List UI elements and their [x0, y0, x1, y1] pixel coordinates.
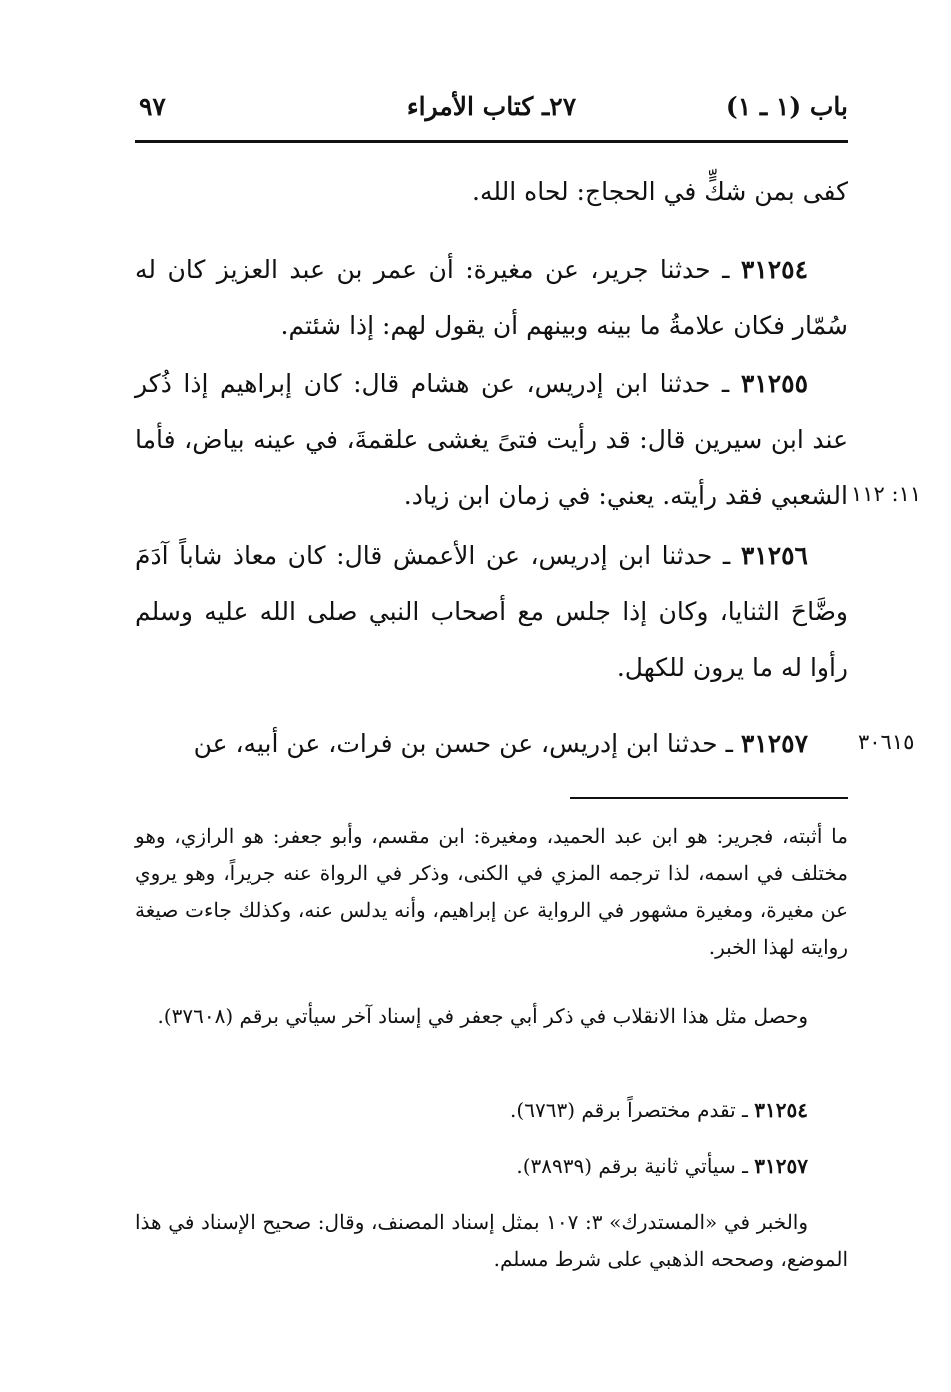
hadith-31256	[135, 528, 848, 696]
hadith-number: ٣١٢٥٥	[740, 369, 808, 398]
hadith-text: ـ حدثنا ابن إدريس، عن الأعمش قال: كان معاذ شاباً آدَمَ وضَّاحَ الثنايا، وكان إذا جلس مع أصحاب النبي صلى الله عليه وسلم رأوا له ما يرون للكهل.	[135, 541, 848, 682]
footnote-text: ـ تقدم مختصراً برقم (٦٧٦٣).	[510, 1098, 748, 1122]
footnote-rule	[570, 797, 848, 799]
hadith-text: ـ حدثنا جرير، عن مغيرة: أن عمر بن عبد العزيز كان له سُمّار فكان علامةُ ما بينه وبينهم أن يقول لهم: إذا شئتم.	[135, 255, 848, 340]
chapter-label: باب (١ ـ ١)	[725, 92, 848, 121]
hadith-text: ـ حدثنا ابن إدريس، عن هشام قال: كان إبراهيم إذا ذُكر عند ابن سيرين قال: قد رأيت فتىً يغشى علقمةَ، في عينه بياض، فأما الشعبي فقد رأيته. يعني: في زمان ابن زياد.	[135, 369, 848, 510]
margin-reference: ٣٠٦١٥	[858, 730, 915, 754]
footnote-paragraph: والخبر في «المستدرك» ٣: ١٠٧ بمثل إسناد المصنف، وقال: صحيح الإسناد في هذا الموضع، وصححه الذهبي على شرط مسلم.	[135, 1210, 848, 1271]
paragraph-text: كفى بمن شكٍّ في الحجاج: لحاه الله.	[472, 177, 848, 206]
hadith-31257	[135, 716, 848, 772]
footnote-text: ـ سيأتي ثانية برقم (٣٨٩٣٩).	[516, 1154, 748, 1178]
paragraph-continuation	[135, 164, 848, 220]
footnote-paragraph: وحصل مثل هذا الانقلاب في ذكر أبي جعفر في إسناد آخر سيأتي برقم (٣٧٦٠٨).	[157, 1004, 808, 1028]
footnote-31254	[135, 1092, 848, 1129]
footnote-number: ٣١٢٥٧	[754, 1154, 808, 1178]
hadith-number: ٣١٢٥٦	[740, 541, 808, 570]
hadith-31254	[135, 242, 848, 354]
book-title: ٢٧ـ كتاب الأمراء	[406, 92, 577, 121]
header-rule	[135, 140, 848, 143]
footnote-number: ٣١٢٥٤	[754, 1098, 808, 1122]
footnote-paragraph: ما أثبته، فجرير: هو ابن عبد الحميد، ومغيرة: ابن مقسم، وأبو جعفر: هو الرازي، وهو مختلف في اسمه، لذا ترجمه المزي في الكنى، وذكر في الرواة عنه جريراً، وهو يروي عن مغيرة، ومغيرة مشهور في الرواية عن إبراهيم، وأنه يدلس عنه، وكذلك جاءت صيغة روايته لهذا الخبر.	[135, 824, 848, 959]
hadith-31255	[135, 356, 848, 524]
footnote-31257	[135, 1148, 848, 1185]
page-number: ٩٧	[139, 92, 166, 121]
hadith-number: ٣١٢٥٤	[740, 255, 808, 284]
hadith-number: ٣١٢٥٧	[740, 729, 808, 758]
running-header	[135, 86, 848, 130]
hadith-text: ـ حدثنا ابن إدريس، عن حسن بن فرات، عن أبيه، عن	[193, 729, 733, 758]
margin-reference: ١١: ١١٢	[851, 482, 922, 506]
